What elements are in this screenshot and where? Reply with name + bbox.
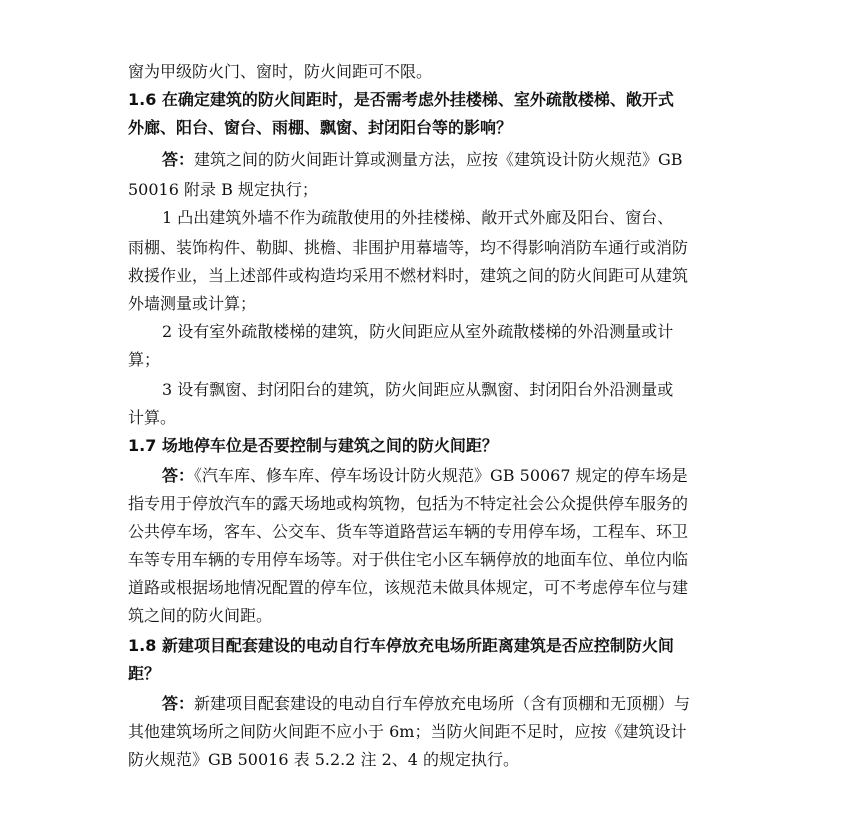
answer-label: 答： xyxy=(162,466,195,485)
question-1-7-heading: 1.7 场地停车位是否要控制与建筑之间的防火间距？ xyxy=(128,436,498,455)
answer-1-7-line: 道路或根据场地情况配置的停车位，该规范未做具体规定，可不考虑停车位与建 xyxy=(128,578,689,597)
answer-text: 《汽车库、修车库、停车场设计防火规范》GB 50067 规定的停车场是 xyxy=(194,466,688,485)
answer-1-8-line: 其他建筑场所之间防火间距不应小于 6m；当防火间距不足时，应按《建筑设计 xyxy=(128,722,687,741)
answer-1-7-line: 公共停车场，客车、公交车、货车等道路营运车辆的专用停车场，工程车、环卫 xyxy=(128,522,689,541)
answer-label: 答： xyxy=(162,694,195,713)
list-item-2-cont: 算； xyxy=(128,350,161,369)
answer-1-7-line: 指专用于停放汽车的露天场地或构筑物，包括为不特定社会公众提供停车服务的 xyxy=(128,494,689,513)
answer-1-7-line: 筑之间的防火间距。 xyxy=(128,606,273,625)
list-item-3-cont: 计算。 xyxy=(128,408,177,427)
answer-text: 建筑之间的防火间距计算或测量方法，应按《建筑设计防火规范》GB xyxy=(194,150,683,169)
answer-1-7-line xyxy=(162,466,688,486)
list-item-2: 2 设有室外疏散楼梯的建筑，防火间距应从室外疏散楼梯的外沿测量或计 xyxy=(162,322,674,341)
list-item-3: 3 设有飘窗、封闭阳台的建筑，防火间距应从飘窗、封闭阳台外沿测量或 xyxy=(162,380,674,399)
question-1-6-heading-cont: 外廊、阳台、窗台、雨棚、飘窗、封闭阳台等的影响？ xyxy=(128,118,513,137)
answer-1-7-line: 车等专用车辆的专用停车场等。对于供住宅小区车辆停放的地面车位、单位内临 xyxy=(128,550,689,569)
question-1-8-heading-cont: 距？ xyxy=(128,664,161,683)
question-1-6-heading: 1.6 在确定建筑的防火间距时，是否需考虑外挂楼梯、室外疏散楼梯、敞开式 xyxy=(128,90,674,109)
question-1-8-heading: 1.8 新建项目配套建设的电动自行车停放充电场所距离建筑是否应控制防火间 xyxy=(128,636,674,655)
answer-text: 新建项目配套建设的电动自行车停放充电场所（含有顶棚和无顶棚）与 xyxy=(194,694,691,713)
answer-1-8-line xyxy=(162,694,690,714)
answer-1-6-line xyxy=(162,150,683,170)
list-item-1: 1 凸出建筑外墙不作为疏散使用的外挂楼梯、敞开式外廊及阳台、窗台、 xyxy=(162,208,674,227)
list-item-1-cont: 救援作业，当上述部件或构造均采用不燃材料时，建筑之间的防火间距可从建筑 xyxy=(128,266,689,285)
list-item-1-cont: 雨棚、装饰构件、勒脚、挑檐、非围护用幕墙等，均不得影响消防车通行或消防 xyxy=(128,238,689,257)
answer-1-8-line: 防火规范》GB 50016 表 5.2.2 注 2、4 的规定执行。 xyxy=(128,750,520,769)
list-item-1-cont: 外墙测量或计算； xyxy=(128,294,257,313)
answer-1-6-line: 50016 附录 B 规定执行； xyxy=(128,180,318,199)
answer-label: 答： xyxy=(162,150,195,169)
continuation-text: 窗为甲级防火门、窗时，防火间距可不限。 xyxy=(128,62,433,81)
